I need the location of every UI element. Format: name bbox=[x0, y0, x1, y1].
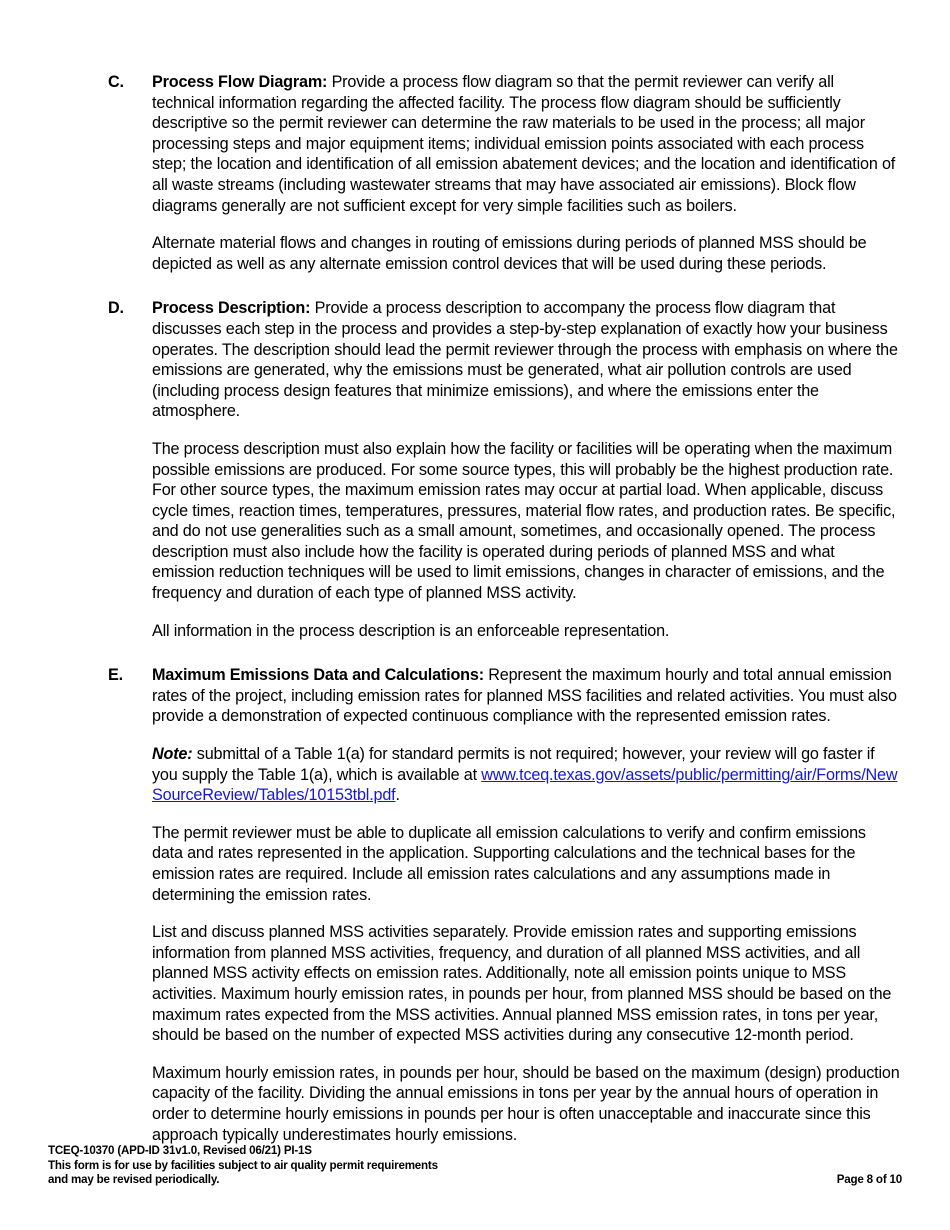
table-1a-link[interactable]: www.tceq.texas.gov/assets/public/permitting/air/Forms/NewSourceReview/Tables/10153tbl.pdf bbox=[152, 765, 898, 805]
spacer bbox=[108, 905, 900, 922]
footer-note-line-2: and may be revised periodically. bbox=[48, 1173, 220, 1187]
section-d-paragraph-2: The process description must also explain how the facility or facilities will be operating when the maximum possible emissions are produced. For some source types, this will probably be the highest production rate. For other source types, the maximum emission rates may occur at partial load. When applicable, discuss cycle times, reaction times, temperatures, pressures, material flow rates, and production rates. Be specific, and do not use generalities such as a small amount, sometimes, and occasionally opened. The process description must also include how the facility is operated during periods of planned MSS and what emission reduction techniques will be used to limit emissions, changes in character of emissions, and the frequency and duration of each type of planned MSS activity. bbox=[152, 439, 896, 603]
section-c-letter: C. bbox=[108, 73, 124, 91]
section-e bbox=[108, 665, 900, 727]
spacer bbox=[108, 1046, 900, 1063]
section-c-heading: Process Flow Diagram: bbox=[152, 73, 328, 91]
section-e-paragraph-2: The permit reviewer must be able to duplicate all emission calculations to verify and confirm emissions data and rates represented in the application. Supporting calculations and the technical bases for the emission rates are required. Include all emission rates calculations and any assumptions made in determining the emission rates. bbox=[152, 823, 866, 904]
section-d-letter: D. bbox=[108, 299, 124, 318]
section-d-paragraph bbox=[152, 298, 900, 422]
section-d-text: Provide a process description to accompany the process flow diagram that discusses each step in the process and provides a step-by-step explanation of exactly how your business operates. The description should lead the permit reviewer through the process with emphasis on where the emissions are generated, why the emissions must be generated, what air pollution controls are used (including process design features that minimize emissions), and where the emissions enter the atmosphere. bbox=[152, 299, 898, 421]
section-e-paragraph-4: Maximum hourly emission rates, in pounds per hour, should be based on the maximum (design) production capacity of the facility. Dividing the annual emissions in tons per year by the annual hours of operation in order to determine hourly emissions in pounds per hour is often unacceptable and inaccurate since this approach typically underestimates hourly emissions. bbox=[152, 1063, 900, 1144]
spacer bbox=[108, 216, 900, 233]
section-c bbox=[108, 72, 900, 216]
page-number: Page 8 of 10 bbox=[836, 1173, 902, 1187]
footer-left-block bbox=[48, 1144, 817, 1188]
section-e-heading: Maximum Emissions Data and Calculations: bbox=[152, 666, 484, 685]
section-e-text: Represent the maximum hourly and total annual emission rates of the project, including emission rates for planned MSS facilities and related activities. You must also provide a demonstration of expected continuous compliance with the represented emission rates. bbox=[152, 666, 897, 726]
spacer bbox=[108, 422, 900, 439]
spacer bbox=[108, 641, 900, 665]
footer-note-line-1: This form is for use by facilities subject to air quality permit requirements bbox=[48, 1158, 438, 1172]
section-d bbox=[108, 298, 900, 422]
note-text: submittal of a Table 1(a) for standard permits is not required; however, your review will go faster if you supply the Table 1(a), which is available at bbox=[152, 745, 875, 784]
section-d-heading: Process Description: bbox=[152, 299, 311, 318]
section-e-letter: E. bbox=[108, 666, 123, 685]
section-c-paragraph-2: Alternate material flows and changes in routing of emissions during periods of planned MSS should be depicted as well as any alternate emission control devices that will be used during these periods. bbox=[152, 234, 867, 273]
note-text-after: . bbox=[395, 786, 400, 805]
section-e-note bbox=[152, 744, 900, 806]
form-id: TCEQ-10370 (APD-ID 31v1.0, Revised 06/21) PI-1S bbox=[48, 1144, 312, 1158]
section-d-paragraph-3: All information in the process description is an enforceable representation. bbox=[152, 621, 670, 640]
spacer bbox=[108, 806, 900, 823]
section-e-paragraph bbox=[152, 665, 900, 727]
spacer bbox=[108, 274, 900, 298]
page-footer bbox=[48, 1144, 902, 1188]
section-e-paragraph-3: List and discuss planned MSS activities separately. Provide emission rates and supporting emissions information from planned MSS activities, frequency, and duration of all planned MSS activities, and all planned MSS activity effects on emission rates. Additionally, note all emission points unique to MSS activities. Maximum hourly emission rates, in pounds per hour, from planned MSS should be based on the maximum rates expected from the MSS activities. Annual planned MSS emission rates, in tons per year, should be based on the number of expected MSS activities during any consecutive 12-month period. bbox=[152, 923, 892, 1045]
section-c-paragraph bbox=[152, 72, 900, 216]
document-body bbox=[108, 72, 900, 1145]
note-label: Note: bbox=[152, 745, 193, 764]
section-c-text: Provide a process flow diagram so that the permit reviewer can verify all technical information regarding the affected facility. The process flow diagram should be sufficiently descriptive so the permit reviewer can determine the raw materials to be used in the process; all major processing steps and major equipment items; individual emission points associated with each process step; the location and identification of all emission abatement devices; and the location and identification of all waste streams (including wastewater streams that may have associated air emissions). Block flow diagrams generally are not sufficient except for very simple facilities such as boilers. bbox=[152, 73, 896, 215]
footer-row bbox=[48, 1144, 902, 1188]
spacer bbox=[108, 604, 900, 621]
spacer bbox=[108, 727, 900, 744]
